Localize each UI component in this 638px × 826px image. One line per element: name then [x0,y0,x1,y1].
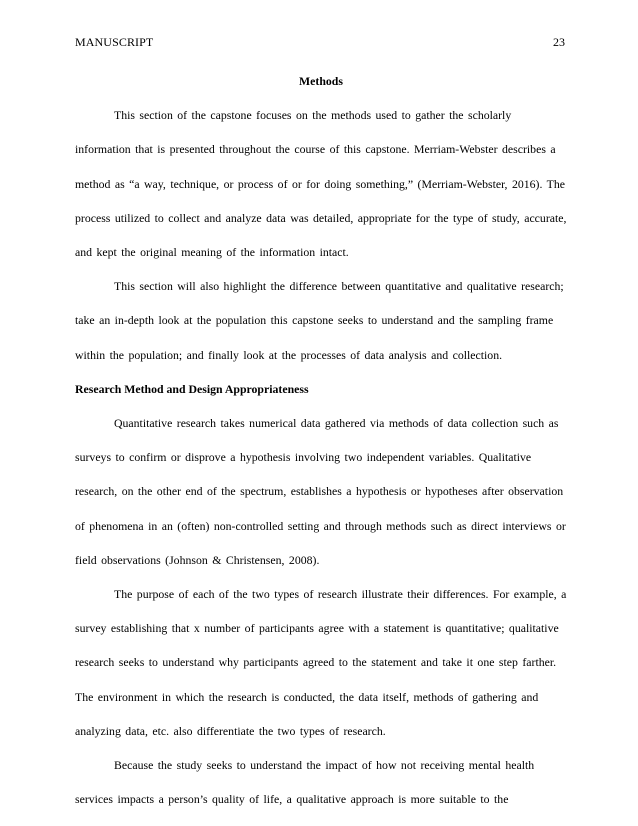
subsection-heading-research-method: Research Method and Design Appropriateness [75,381,309,396]
page-number: 23 [553,35,565,49]
paragraph: The purpose of each of the two types of research illustrate their differences. For example, a survey establishing that x number of participants agree with a statement is quantitative; qualitative research seeks to understand why participants agreed to the statement and take it one step farther. The environment in which the research is conducted, the data itself, methods of gathering and analyzing data, etc. also differentiate the two types of research. [75,587,567,738]
paragraph: Quantitative research takes numerical data gathered via methods of data collection such as surveys to confirm or disprove a hypothesis involving two independent variables. Qualitative research, on the other end of the spectrum, establishes a hypothesis or hypotheses after observation of phenomena in an (often) non-controlled setting and through methods such as direct interviews or field observations (Johnson & Christensen, 2008). [75,416,566,567]
paragraph: This section of the capstone focuses on the methods used to gather the scholarly information that is presented throughout the course of this capstone. Merriam-Webster describes a method as “a way, technique, or process of or for doing something,” (Merriam-Webster, 2016). The process utilized to collect and analyze data was detailed, appropriate for the type of study, accurate, and kept the original meaning of the information intact. [75,108,567,259]
section-heading-methods: Methods [299,74,343,88]
running-head-title: MANUSCRIPT [75,35,154,49]
paragraph: Because the study seeks to understand the impact of how not receiving mental health services impacts a person’s quality of life, a qualitative approach is more suitable to the [75,758,535,807]
paragraph: This section will also highlight the difference between quantitative and qualitative research; take an in-depth look at the population this capstone seeks to understand and the sampling frame within the population; and finally look at the processes of data analysis and collection. [75,279,564,362]
document-body [75,64,567,816]
